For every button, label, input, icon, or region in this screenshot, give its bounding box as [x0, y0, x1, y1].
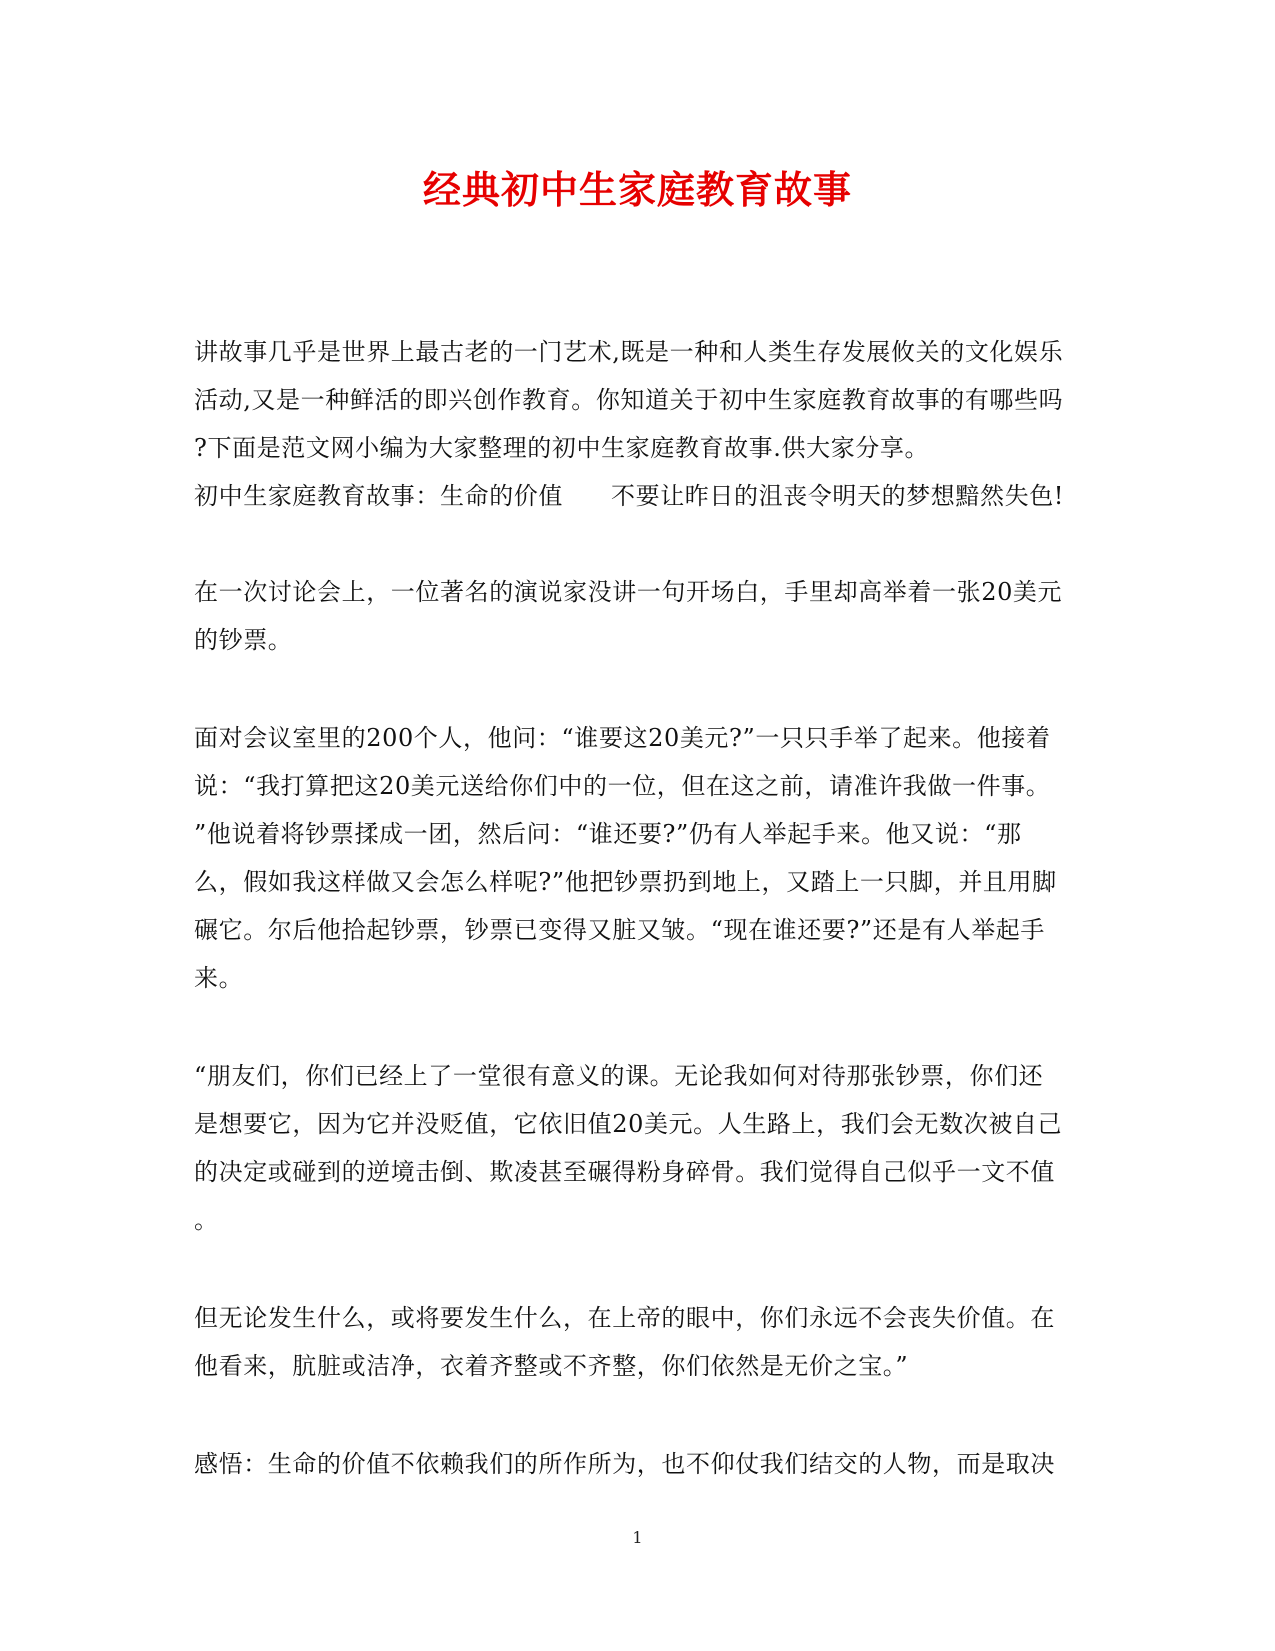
paragraph-gap — [194, 1002, 1094, 1052]
paragraph-gap — [194, 520, 1094, 568]
section-heading-title: 初中生家庭教育故事：生命的价值 — [194, 482, 563, 510]
paragraph-5 — [194, 1440, 1094, 1488]
text-line: 说：“我打算把这20美元送给你们中的一位，但在这之前，请准许我做一件事。 — [194, 772, 1051, 800]
text-line: 他看来，肮脏或洁净，衣着齐整或不齐整，你们依然是无价之宝。” — [194, 1352, 909, 1380]
section-heading-tagline: 不要让昨日的沮丧令明天的梦想黯然失色! — [611, 482, 1065, 510]
intro-paragraph — [194, 328, 1094, 472]
text-line: 么，假如我这样做又会怎么样呢?”他把钞票扔到地上，又踏上一只脚，并且用脚 — [194, 868, 1057, 896]
text-line: “朋友们，你们已经上了一堂很有意义的课。无论我如何对待那张钞票，你们还 — [194, 1062, 1044, 1090]
text-line: 面对会议室里的200个人，他问：“谁要这20美元?”一只只手举了起来。他接着 — [194, 724, 1051, 752]
text-line: 碾它。尔后他拾起钞票，钞票已变得又脏又皱。“现在谁还要?”还是有人举起手 — [194, 916, 1046, 944]
text-line: 的决定或碰到的逆境击倒、欺凌甚至碾得粉身碎骨。我们觉得自己似乎一文不值 — [194, 1158, 1055, 1186]
text-line: 是想要它，因为它并没贬值，它依旧值20美元。人生路上，我们会无数次被自己 — [194, 1110, 1063, 1138]
text-line: 在一次讨论会上，一位著名的演说家没讲一句开场白，手里却高举着一张20美元 — [194, 578, 1063, 606]
document-title: 经典初中生家庭教育故事 — [422, 167, 852, 212]
paragraph-2 — [194, 714, 1094, 1002]
document-body — [194, 328, 1094, 1488]
paragraph-3 — [194, 1052, 1094, 1244]
text-line: ”他说着将钞票揉成一团，然后问：“谁还要?”仍有人举起手来。他又说：“那 — [194, 820, 1022, 848]
page-number: 1 — [632, 1528, 643, 1547]
text-line: 讲故事几乎是世界上最古老的一门艺术,既是一种和人类生存发展攸关的文化娱乐 — [194, 338, 1064, 366]
section-heading — [194, 472, 1094, 520]
text-line: 。 — [194, 1206, 219, 1234]
text-line: 活动,又是一种鲜活的即兴创作教育。你知道关于初中生家庭教育故事的有哪些吗 — [194, 386, 1064, 414]
paragraph-gap — [194, 1390, 1094, 1440]
text-line: 但无论发生什么，或将要发生什么，在上帝的眼中，你们永远不会丧失价值。在 — [194, 1304, 1055, 1332]
paragraph-gap — [194, 664, 1094, 714]
paragraph-gap — [194, 1244, 1094, 1294]
text-line: ?下面是范文网小编为大家整理的初中生家庭教育故事.供大家分享。 — [194, 434, 930, 462]
text-line: 的钞票。 — [194, 626, 293, 654]
paragraph-1 — [194, 568, 1094, 664]
text-line: 来。 — [194, 964, 244, 992]
paragraph-4 — [194, 1294, 1094, 1390]
text-line: 感悟：生命的价值不依赖我们的所作所为，也不仰仗我们结交的人物，而是取决 — [194, 1450, 1055, 1478]
